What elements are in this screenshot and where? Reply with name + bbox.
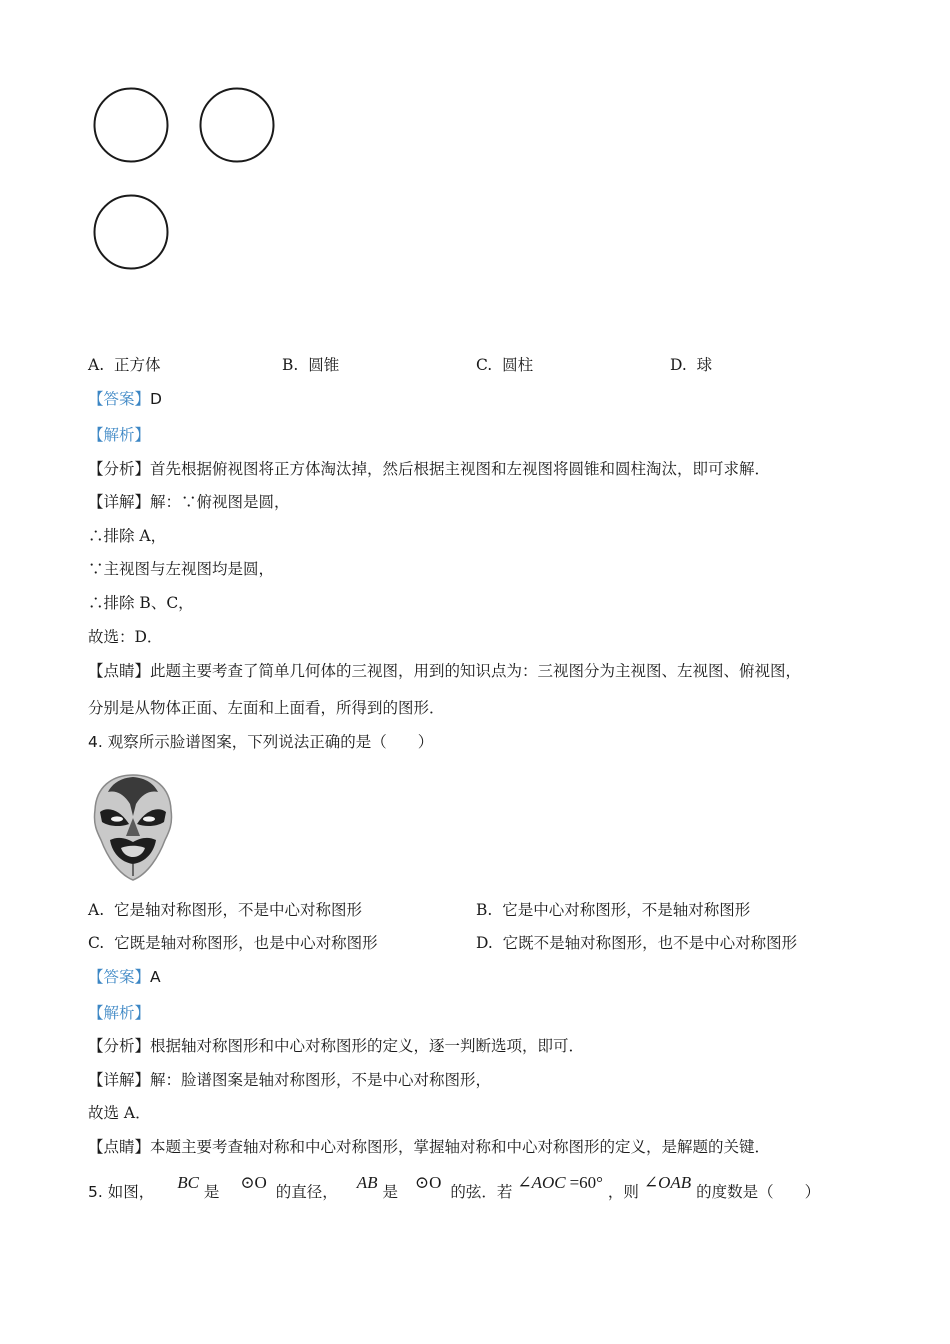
q3-step-1: ∴排除 A， [88, 527, 167, 545]
q4-fenxi: 【分析】根据轴对称图形和中心对称图形的定义，逐一判断选项，即可． [88, 1037, 585, 1055]
q3-dianjing-cont: 分别是从物体正面、左面和上面看，所得到的图形． [88, 699, 445, 717]
q4-option-c[interactable]: C. 它既是轴对称图形，也是中心对称图形 [88, 934, 378, 952]
q3-option-a[interactable]: A. 正方体 [88, 356, 161, 374]
q3-option-d[interactable]: D. 球 [670, 356, 713, 374]
math-bc: BC [177, 1173, 199, 1192]
q3-analysis-header: 【解析】 [88, 426, 151, 444]
q5-stem: 5. 如图， BC 是 ⊙O 的直径， AB 是 ⊙O 的弦．若 ∠AOC =60° ，则 ∠OAB 的度数是（ ） [88, 1173, 821, 1201]
q3-fenxi: 【分析】首先根据俯视图将正方体淘汰掉，然后根据主视图和左视图将圆锥和圆柱淘汰，即可求解． [88, 460, 771, 478]
opera-mask-image [88, 772, 178, 884]
math-equals-60: =60° [569, 1173, 603, 1192]
math-circle-o: ⊙O [240, 1173, 267, 1192]
q4-answer: 【答案】A [88, 968, 161, 986]
q4-stem: 4. 观察所示脸谱图案，下列说法正确的是（ ） [88, 733, 434, 751]
q3-step-3: ∴排除 B、C， [88, 594, 194, 612]
q4-option-a[interactable]: A. 它是轴对称图形，不是中心对称图形 [88, 901, 362, 919]
math-angle-aoc: ∠AOC [517, 1173, 566, 1192]
q3-option-c[interactable]: C. 圆柱 [476, 356, 534, 374]
math-ab: AB [356, 1173, 378, 1192]
q4-dianjing: 【点睛】本题主要考查轴对称和中心对称图形，掌握轴对称和中心对称图形的定义，是解题的关键． [88, 1138, 771, 1156]
q4-step-1: 故选 A． [88, 1104, 151, 1122]
q4-option-b[interactable]: B. 它是中心对称图形，不是轴对称图形 [476, 901, 751, 919]
q3-option-b[interactable]: B. 圆锥 [282, 356, 340, 374]
front-view-circle [95, 89, 168, 162]
math-angle-oab: ∠OAB [643, 1173, 692, 1192]
q3-step-4: 故选：D． [88, 628, 163, 646]
q4-analysis-header: 【解析】 [88, 1004, 151, 1022]
top-view-circle [95, 196, 168, 269]
q3-step-2: ∵主视图与左视图均是圆， [88, 560, 275, 578]
math-circle-o-2: ⊙O [414, 1173, 442, 1192]
q3-dianjing: 【点睛】此题主要考查了简单几何体的三视图，用到的知识点为：三视图分为主视图、左视图、俯视图， [88, 662, 802, 680]
q3-answer: 【答案】D [88, 390, 162, 408]
q4-xiangjie: 【详解】解：脸谱图案是轴对称图形，不是中心对称图形， [88, 1071, 492, 1089]
q4-option-d[interactable]: D. 它既不是轴对称图形，也不是中心对称图形 [476, 934, 798, 952]
side-view-circle [201, 89, 274, 162]
q3-xiangjie: 【详解】解：∵俯视图是圆， [88, 493, 290, 511]
three-view-figure [90, 85, 290, 285]
